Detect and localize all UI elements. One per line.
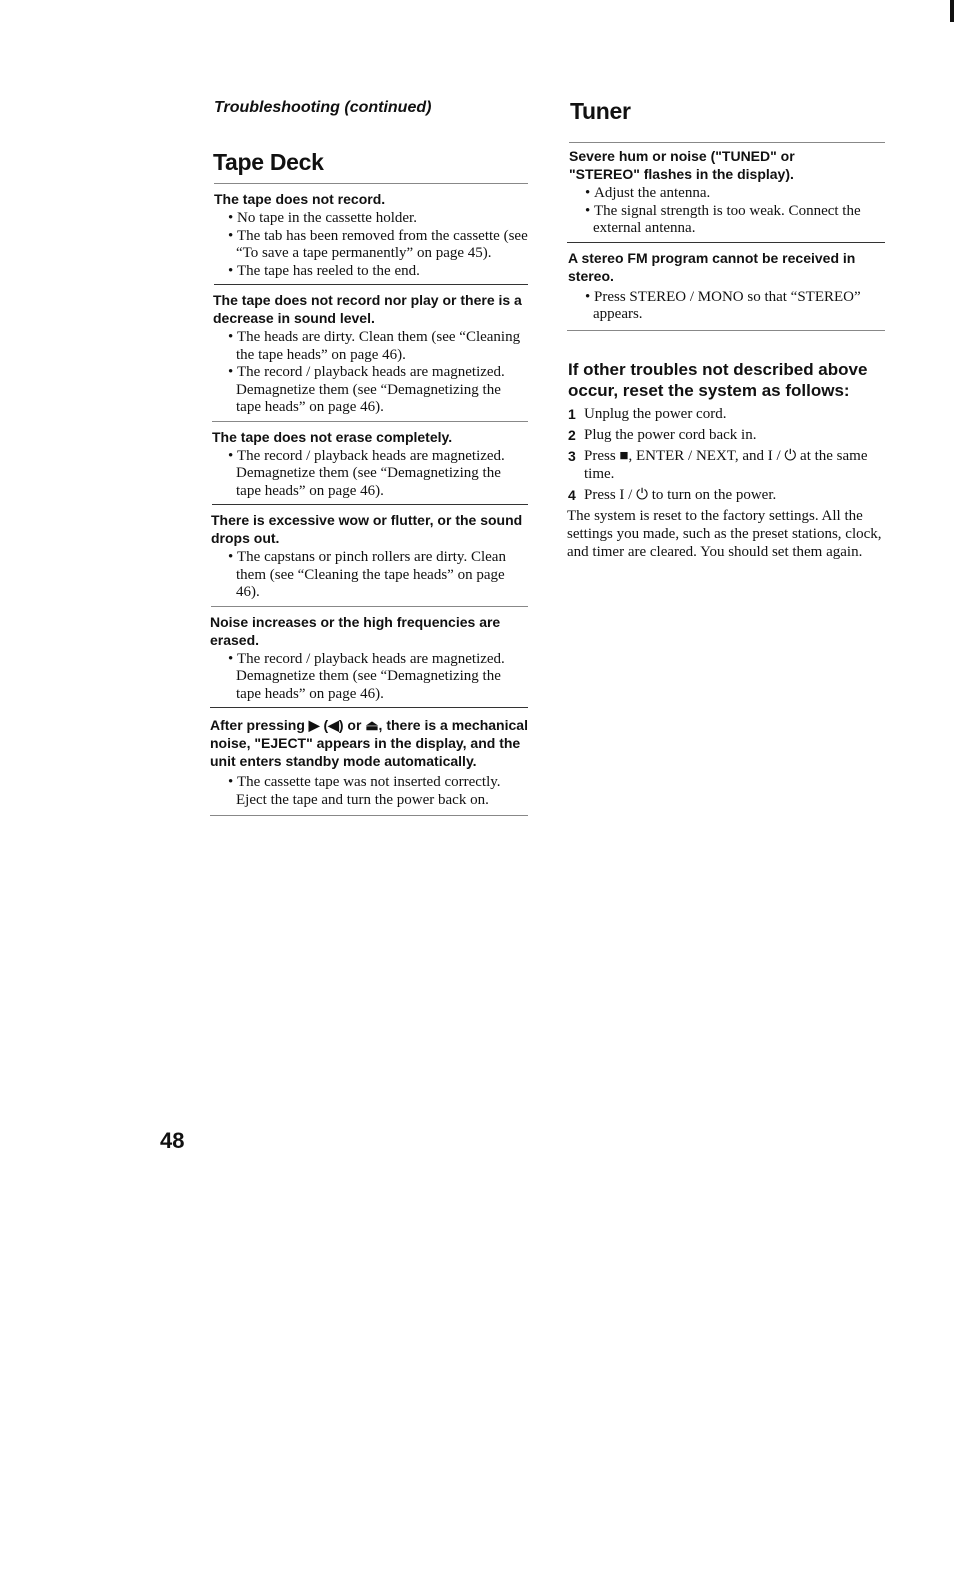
running-head: Troubleshooting (continued) [214,99,432,116]
reset-step [567,447,885,483]
tape-deck-title: Tape Deck [213,149,324,175]
answer: • No tape in the cassette holder. [210,210,528,228]
answer-list [567,289,885,324]
answer-list [210,448,528,501]
question: The tape does not erase completely. [212,428,453,445]
step-text: Press ■, ENTER / NEXT, and I / ⏻ at the same time. [584,447,868,482]
answer: • The record / playback heads are magnetized. Demagnetize them (see “Demagnetizing the tape heads” on page 46). [210,364,528,417]
question: Noise increases or the high frequencies are erased. [210,613,501,648]
answer-list [210,210,528,280]
question: The tape does not record nor play or there is a decrease in sound level. [213,292,522,326]
reset-heading: If other troubles not described above occur, reset the system as follows: [568,359,868,400]
answer-list [210,329,528,417]
question: After pressing ▶ (◀) or ⏏, there is a mechanical noise, "EJECT" appears in the display, and the unit enters standby mode automatically. [210,717,528,769]
answer: • Press STEREO / MONO so that “STEREO” appears. [567,289,885,324]
divider [210,707,528,708]
answer: • The record / playback heads are magnetized. Demagnetize them (see “Demagnetizing the tape heads” on page 46). [210,448,528,501]
tape-deck-item [210,511,528,606]
divider [214,284,528,285]
step-number: 4 [568,486,576,503]
question: Severe hum or noise ("TUNED" or "STEREO" flashes in the display). [569,148,795,182]
answer-list [210,651,528,704]
reset-note: The system is reset to the factory settings. All the settings you made, such as the preset stations, clock, and timer are cleared. You should set them again. [567,507,882,560]
page-edge-mark [950,0,954,22]
reset-step [567,405,885,423]
step-number: 1 [568,405,576,422]
reset-steps [567,405,885,504]
divider [212,421,528,422]
page-number: 48 [160,1128,185,1153]
question: The tape does not record. [214,191,386,207]
question: A stereo FM program cannot be received in stereo. [568,249,856,284]
divider [567,242,885,243]
divider [569,142,885,143]
answer: • The capstans or pinch rollers are dirty. Clean them (see “Cleaning the tape heads” on page 46). [210,549,528,602]
tape-deck-item [210,428,528,505]
tuner-item [567,147,885,242]
step-text: Press I / ⏻ to turn on the power. [584,486,777,503]
divider [210,815,528,816]
step-text: Unplug the power cord. [584,405,727,422]
answer: • The signal strength is too weak. Connect the external antenna. [567,203,885,238]
step-text: Plug the power cord back in. [584,426,757,443]
answer: • The cassette tape was not inserted correctly. Eject the tape and turn the power back on. [210,774,528,809]
tape-deck-item [210,716,528,813]
divider [567,330,885,331]
answer: • The heads are dirty. Clean them (see “Cleaning the tape heads” on page 46). [210,329,528,364]
tape-deck-item [210,613,528,708]
left-column [210,96,528,816]
answer: • The record / playback heads are magnetized. Demagnetize them (see “Demagnetizing the tape heads” on page 46). [210,651,528,704]
answer-list [567,185,885,238]
divider [214,183,528,184]
divider [212,504,528,505]
tape-deck-item [210,291,528,421]
step-number: 2 [568,426,576,443]
answer-list [210,774,528,809]
tape-deck-item [210,190,528,284]
tuner-item [567,249,885,328]
tuner-title: Tuner [570,98,631,124]
question: There is excessive wow or flutter, or the sound drops out. [211,512,523,546]
step-number: 3 [568,447,576,464]
reset-step [567,426,885,444]
answer: • The tab has been removed from the cassette (see “To save a tape permanently” on page 45). [210,228,528,263]
answer: • The tape has reeled to the end. [210,263,528,281]
right-column [567,96,885,561]
answer: • Adjust the antenna. [567,185,885,203]
reset-step [567,486,885,504]
divider [211,606,528,607]
answer-list [210,549,528,602]
